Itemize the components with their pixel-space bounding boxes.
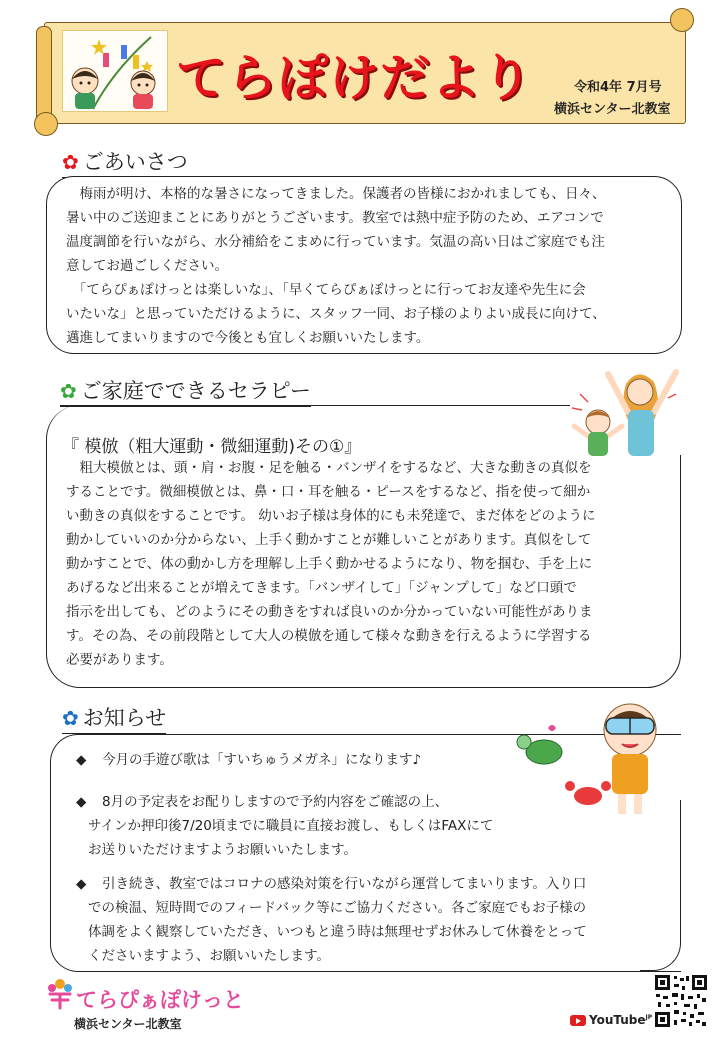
qr-code[interactable] [654, 974, 708, 1028]
notice-line: サインか押印後7/20頃までに職員に直接お渡し、もしくはFAXにて [88, 818, 494, 834]
flower-icon: ✿ [60, 379, 77, 403]
therapy-box-top [60, 405, 570, 406]
therapy-heading [60, 375, 311, 407]
footer-classroom: 横浜センター北教室 [74, 1017, 182, 1031]
diamond-bullet-icon: ◆ [76, 876, 87, 892]
youtube-label: YouTube [589, 1013, 646, 1027]
classroom-name: 横浜センター北教室 [554, 102, 671, 117]
notice-line: 8月の予定表をお配りしますので予約内容をご確認の上、 [102, 794, 449, 810]
greeting-line: 「てらぴぁぽけっとは楽しいな」、「早くてらぴぁぽけっとに行ってお友達や先生に会 [66, 282, 586, 298]
therapy-line: することです。微細模倣とは、鼻・口・耳を触る・ピースをするなど、指を使って細か [66, 484, 591, 500]
therapy-subheading: 『 模倣（粗大運動・微細運動)その①』 [62, 437, 362, 457]
scroll-edge [36, 26, 52, 126]
logo-mark-icon [46, 976, 74, 1010]
therapy-text [66, 456, 670, 672]
flower-icon: ✿ [62, 150, 79, 174]
newsletter-title: てらぽけだより [176, 49, 533, 107]
therapy-line: い動きの真似をすることです。 幼いお子様は身体的にも未発達で、まだ体をどのように [66, 508, 596, 524]
notice-heading [62, 702, 166, 734]
greeting-heading [62, 146, 188, 178]
scroll-curl-right [670, 8, 694, 32]
youtube-suffix: JP [645, 1014, 653, 1021]
diamond-bullet-icon: ◆ [76, 794, 87, 810]
youtube-play-icon [570, 1015, 586, 1026]
notice-line: 引き続き、教室ではコロナの感染対策を行いながら運営してまいります。入り口 [102, 876, 587, 892]
notice-heading-text: お知らせ [82, 706, 167, 730]
notice-line: 今月の手遊び歌は「すいちゅうメガネ」になります♪ [102, 752, 422, 768]
notice-line: 体調をよく観察していただき、いつもと違う時は無理せずお休みして休養をとって [88, 924, 587, 940]
notice-line: での検温、短時間でのフィードバック等にご協力ください。各ご家庭でもお子様の [88, 900, 587, 916]
notice-line: くださいますよう、お願いいたします。 [88, 948, 330, 964]
notice-line: お送りいただけますようお願いいたします。 [88, 842, 357, 858]
greeting-line: 意してお過ごしください。 [66, 258, 228, 274]
issue-date: 令和4年 7月号 [574, 80, 662, 95]
flower-icon: ✿ [62, 706, 79, 730]
therapy-line: 動かすことで、体の動かし方を理解し上手く動かせるようになり、物を掴む、手を上に [66, 556, 593, 572]
therapy-line: す。その為、その前段階として大人の模倣を通して様々な動きを行えるように学習する [66, 628, 592, 644]
greeting-text [66, 182, 676, 350]
greeting-line: 温度調節を行いながら、水分補給をこまめに行っています。気温の高い日はご家庭でも注 [66, 234, 605, 250]
therapy-line: 指示を出しても、どのようにその動きをすれば良いのか分かっていない可能性がありま [66, 604, 593, 620]
greeting-line: 梅雨が明け、本格的な暑さになってきました。保護者の皆様におかれましても、日々、 [66, 186, 606, 202]
children-cheering-illustration [568, 364, 680, 458]
therapy-line: 粗大模倣とは、頭・肩・お腹・足を触る・バンザイをするなど、大きな動きの真似を [66, 460, 592, 476]
notice-box-top-line [78, 734, 518, 735]
greeting-heading-text: ごあいさつ [82, 150, 188, 174]
therapy-heading-text: ご家庭でできるセラピー [80, 379, 311, 403]
youtube-link[interactable] [570, 1013, 652, 1027]
footer-logo-text: てらぴぁぽけっと [76, 988, 244, 1012]
notice-item [76, 872, 666, 968]
therapy-line: あげるなど出来ることが増えてきます。「バンザイして」「ジャンプして」など口頭で [66, 580, 577, 596]
tanabata-children-illustration [62, 30, 168, 112]
greeting-line: 暑い中のご送迎まことにありがとうございます。教室では熱中症予防のため、エアコンで [66, 210, 604, 226]
therapy-line: 必要があります。 [66, 652, 173, 668]
notice-item [76, 790, 556, 862]
notice-item [76, 748, 421, 772]
diamond-bullet-icon: ◆ [76, 752, 87, 768]
greeting-line: いたいな」と思っていただけるように、スタッフ一同、お子様のよりよい成長に向けて、 [66, 306, 606, 322]
greeting-line: 邁進してまいりますので今後とも宜しくお願いいたします。 [66, 330, 430, 346]
therapy-line: 動かしていいのか分からない、上手く動かすことが難しいことがあります。真似をして [66, 532, 592, 548]
scroll-curl-left [34, 112, 58, 136]
